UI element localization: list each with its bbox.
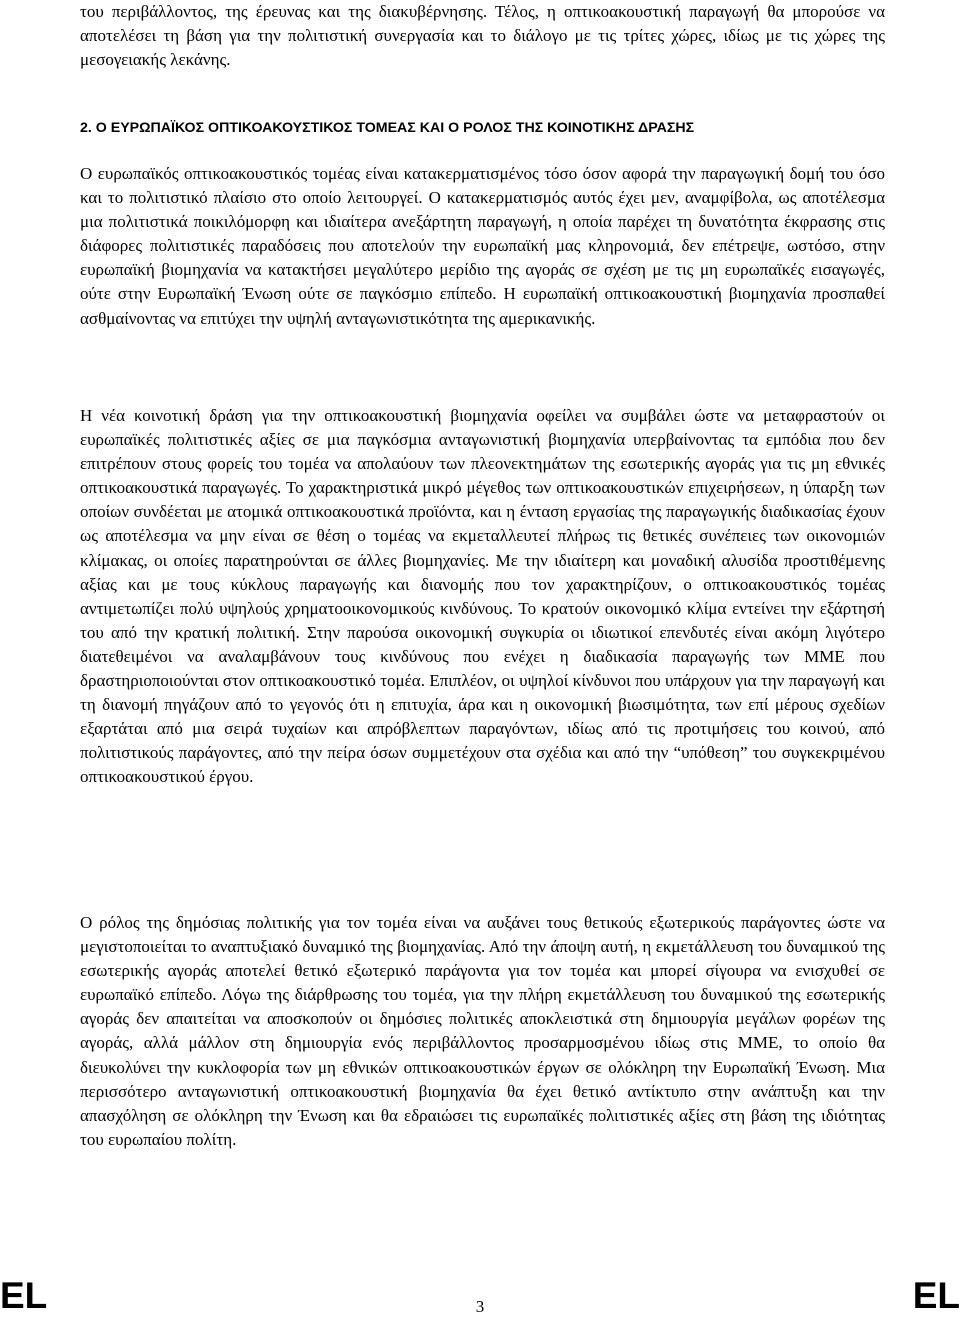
body-paragraph-1: Ο ευρωπαϊκός οπτικοακουστικός τομέας είναι κατακερματισμένος τόσο όσον αφορά την παραγωγική δομή του όσο και το πολιτιστικό πλαίσιο στο οποίο λειτουργεί. Ο κατακερματισμός αυτός έχει μεν, αναμφίβολα, ως αποτέλεσμα μια πολιτιστικά ποικιλόμορφη και ιδιαίτερα ανεξάρτητη παραγωγή, η οποία παρέχει τη δυνατότητα έκφρασης στις διάφορες πολιτιστικές παραδόσεις που αποτελούν την ευρωπαϊκή μας κληρονομιά, δεν επέτρεψε, ωστόσο, στην ευρωπαϊκή βιομηχανία να κατακτήσει μεγαλύτερο μερίδιο της αγοράς σε σχέση με τις μη ευρωπαϊκές εισαγωγές, ούτε στην Ευρωπαϊκή Ένωση ούτε σε παγκόσμιο επίπεδο. Η ευρωπαϊκή οπτικοακουστική βιομηχανία προσπαθεί ασθμαίνοντας να επιτύχει την υψηλή ανταγωνιστικότητα της αμερικανικής. <box>80 164 885 328</box>
footer-language-code-right: EL <box>912 1275 960 1316</box>
intro-paragraph: του περιβάλλοντος, της έρευνας και της διακυβέρνησης. Τέλος, η οπτικοακουστική παραγωγή θα μπορούσε να αποτελέσει τη βάση για την πολιτιστική συνεργασία και το διάλογο με τις τρίτες χώρες, ιδίως με τις χώρες της μεσογειακής λεκάνης. <box>80 2 885 70</box>
page-number: 3 <box>475 1297 485 1316</box>
body-paragraph-3: Ο ρόλος της δημόσιας πολιτικής για τον τομέα είναι να αυξάνει τους θετικούς εξωτερικούς παράγοντες ώστε να μεγιστοποιείται το αναπτυξιακό δυναμικό της βιομηχανίας. Από την άποψη αυτή, η εκμετάλλευση του δυναμικού της εσωτερικής αγοράς αποτελεί θετικό εξωτερικό παράγοντα για τον τομέα και μπορεί σίγουρα να ενισχυθεί σε ευρωπαϊκό επίπεδο. Λόγω της διάρθρωσης του τομέα, για την πλήρη εκμετάλλευση του δυναμικού της εσωτερικής αγοράς δεν απαιτείται να αποσκοπούν οι δημόσιες πολιτικές αποκλειστικά στη δημιουργία μεγάλων φορέων της αγοράς, αλλά μάλλον στη δημιουργία ενός περιβάλλοντος προσαρμοσμένου ιδίως στις ΜΜΕ, το οποίο θα διευκολύνει την κυκλοφορία των μη εθνικών οπτικοακουστικών έργων σε ολόκληρη την Ευρωπαϊκή Ένωση. Μια περισσότερο ανταγωνιστική οπτικοακουστική βιομηχανία θα έχει θετικό αντίκτυπο στην ανάπτυξη και την απασχόληση σε ολόκληρη την Ένωση και θα εδραιώσει τις ευρωπαϊκές πολιτιστικές αξίες στη βάση της ιδιότητας του ευρωπαίου πολίτη. <box>80 913 885 1149</box>
section-heading: 2. Ο ΕΥΡΩΠΑΪΚΟΣ ΟΠΤΙΚΟΑΚΟΥΣΤΙΚΟΣ ΤΟΜΕΑΣ ΚΑΙ Ο ΡΟΛΟΣ ΤΗΣ ΚΟΙΝΟΤΙΚΗΣ ΔΡΑΣΗΣ <box>80 120 695 136</box>
body-paragraph-2: Η νέα κοινοτική δράση για την οπτικοακουστική βιομηχανία οφείλει να συμβάλει ώστε να μεταφραστούν οι ευρωπαϊκές πολιτιστικές αξίες σε μια παγκόσμια ανταγωνιστική βιομηχανία υπερβαίνοντας τα εμπόδια που δεν επιτρέπουν στους φορείς του τομέα να απολαύουν των πλεονεκτημάτων της εσωτερικής αγοράς για τις μη εθνικές οπτικοακουστικά παραγωγές. Το χαρακτηριστικά μικρό μέγεθος των οπτικοακουστικών επιχειρήσεων, η ύπαρξη των οποίων συνδέεται με ατομικά οπτικοακουστικά προϊόντα, και η ένταση εργασίας της παραγωγικής διαδικασίας έχουν ως αποτέλεσμα να μην είναι σε θέση ο τομέας να εκμεταλλευτεί πλήρως τις θετικές συνέπειες των οικονομιών κλίμακας, οι οποίες παρατηρούνται σε άλλες βιομηχανίες. Με την ιδιαίτερη και μοναδική αλυσίδα προστιθέμενης αξίας και με τους κύκλους παραγωγής και διανομής που τον χαρακτηρίζουν, ο οπτικοακουστικός τομέας αντιμετωπίζει πολύ υψηλούς χρηματοοικονομικούς κινδύνους. Το κρατούν οικονομικό κλίμα εντείνει την εξάρτησή του από την κρατική πολιτική. Στην παρούσα οικονομική συγκυρία οι ιδιωτικοί επενδυτές είναι ακόμη λιγότερο διατεθειμένοι να αναλαμβάνουν τους κινδύνους που ενέχει η διαδικασία παραγωγής των ΜΜΕ που δραστηριοποιούνται στον οπτικοακουστικό τομέα. Επιπλέον, οι υψηλοί κίνδυνοι που υπάρχουν για την παραγωγή και τη διανομή πηγάζουν από το γεγονός ότι η επιτυχία, άρα και η οικονομική βιωσιμότητα, των επί μέρους σχεδίων εξαρτάται από μια σειρά τυχαίων και απρόβλεπτων παραγόντων, ιδίως από τις προτιμήσεις του κοινού, από πολιτιστικούς παράγοντες, από την πείρα όσων συμμετέχουν στα σχέδια και από την “υπόθεση” του συγκεκριμένου οπτικοακουστικού έργου. <box>80 406 885 787</box>
footer-language-code-left: EL <box>0 1275 48 1316</box>
